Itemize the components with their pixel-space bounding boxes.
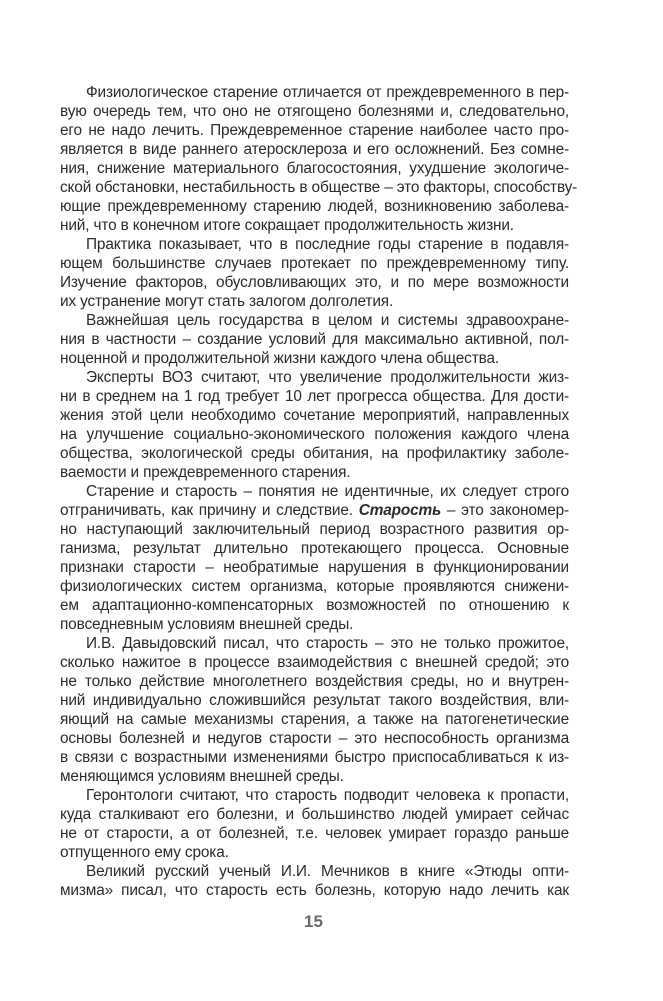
text-line: ний индивидуально сложившийся результат такого воздействия, вли- <box>60 692 569 709</box>
text-line: его не надо лечить. Преждевременное старение наиболее часто про- <box>60 122 569 139</box>
text-line: ния в частности – создание условий для максимально активной, пол- <box>60 331 569 348</box>
text-line: на улучшение социально-экономического положения каждого члена <box>60 426 569 443</box>
text-line: Старение и старость – понятия не идентичные, их следует строго <box>86 483 569 500</box>
text-line: мизма» писал, что старость есть болезнь, которую надо лечить как <box>60 882 569 899</box>
text-line: Важнейшая цель государства в целом и системы здравоохране- <box>86 312 569 329</box>
text-line: признаки старости – необратимые нарушения в функционировании <box>60 559 569 576</box>
text-line: физиологических систем организма, которые проявляются снижени- <box>60 578 569 595</box>
text-line: ни в среднем на 1 год требует 10 лет прогресса общества. Для дости- <box>60 388 569 405</box>
text-line: ний, что в конечном итоге сокращает продолжительность жизни. <box>60 217 514 234</box>
text-line: повседневным условиям внешней среды. <box>60 616 354 633</box>
text-line: является в виде раннего атеросклероза и его осложнений. Без сомне- <box>60 141 569 158</box>
defined-term: Старость <box>358 502 442 519</box>
text-line: не только действие многолетнего воздействия среды, но и внутрен- <box>60 673 569 690</box>
page-number: 15 <box>304 912 323 931</box>
text-line: общества, экологической среды обитания, на профилактику заболе- <box>60 445 569 462</box>
text-line: И.В. Давыдовский писал, что старость – это не только прожитое, <box>86 635 569 652</box>
text-line: их устранение могут стать залогом долголетия. <box>60 293 394 310</box>
text-line-with-term <box>60 501 569 520</box>
text-line: основы болезней и недугов старости – это неспособность организма <box>60 730 569 747</box>
text-line: Практика показывает, что в последние годы старение в подавля- <box>86 236 569 253</box>
paragraph <box>60 311 569 368</box>
text-line: в связи с возрастными изменениями быстро приспосабливаться к из- <box>60 749 569 766</box>
paragraph <box>60 83 578 235</box>
text-line: не от старости, а от болезней, т.е. человек умирает гораздо раньше <box>60 825 569 842</box>
text-line: яющий на самые механизмы старения, а также на патогенетические <box>60 711 569 728</box>
text-line: жения этой цели необходимо сочетание мероприятий, направленных <box>60 407 569 424</box>
text-line: ем адаптационно-компенсаторных возможностей по отношению к <box>60 597 569 614</box>
text-line: ской обстановки, нестабильность в обществе – это факторы, способству- <box>60 179 578 196</box>
text-line: Великий русский ученый И.И. Мечников в книге «Этюды опти- <box>86 863 569 880</box>
text-line: куда сталкивают его болезни, и большинство людей умирает сейчас <box>60 806 569 823</box>
text-line: Эксперты ВОЗ считают, что увеличение продолжительности жиз- <box>86 369 569 386</box>
text-fragment: отграничивать, как причину и следствие. <box>60 502 359 519</box>
text-line: сколько нажитое в процессе взаимодействия с внешней средой; это <box>60 654 569 671</box>
paragraph <box>60 368 569 482</box>
paragraph <box>60 862 569 900</box>
paragraph <box>60 634 569 786</box>
text-line: Физиологическое старение отличается от преждевременного в пер- <box>86 84 569 101</box>
text-line: отпущенного ему срока. <box>60 844 229 861</box>
paragraph <box>60 235 569 311</box>
text-line: ганизма, результат длительно протекающего процесса. Основные <box>60 540 569 557</box>
paragraph <box>60 482 569 634</box>
text-line: ющем большинстве случаев протекает по преждевременному типу. <box>60 255 569 272</box>
paragraph <box>60 786 569 862</box>
text-line: ноценной и продолжительной жизни каждого члена общества. <box>60 350 500 367</box>
text-line: Геронтологи считают, что старость подводит человека к пропасти, <box>86 787 569 804</box>
text-line: ющие преждевременному старению людей, возникновению заболева- <box>60 198 569 215</box>
body-text <box>60 83 578 900</box>
text-line: но наступающий заключительный период возрастного развития ор- <box>60 521 569 538</box>
text-line: меняющимся условиям внешней среды. <box>60 768 344 785</box>
text-fragment: – это закономер- <box>441 502 569 519</box>
text-line: Изучение факторов, обусловливающих это, и по мере возможности <box>60 274 569 291</box>
text-line: ваемости и преждевременного старения. <box>60 464 351 481</box>
text-line: вую очередь тем, что оно не отягощено болезнями и, следовательно, <box>60 103 569 120</box>
text-line: ния, снижение материального благосостояния, ухудшение экологиче- <box>60 160 569 177</box>
